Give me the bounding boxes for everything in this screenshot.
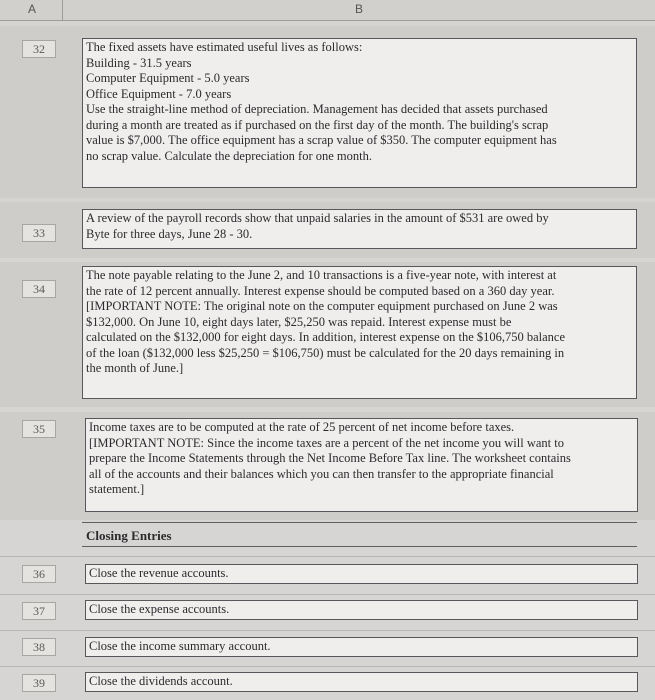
cell-b37[interactable] <box>85 600 638 620</box>
grid-line <box>0 630 655 631</box>
text-line: of the loan ($132,000 less $25,250 = $106,750) must be calculated for the 20 days remaining in <box>86 345 565 360</box>
cell-b35[interactable] <box>85 418 638 512</box>
text-line: the month of June.] <box>86 361 184 375</box>
text-line: Use the straight-line method of depreciation. Management has decided that assets purchased <box>86 102 548 116</box>
text-line: Close the revenue accounts. <box>89 566 229 580</box>
text-line: Income taxes are to be computed at the rate of 25 percent of net income before taxes. <box>89 420 515 434</box>
text-line: Office Equipment - 7.0 years <box>86 86 232 101</box>
text-line: The note payable relating to the June 2, and 10 transactions is a five-year note, with interest at <box>86 268 557 282</box>
row-number[interactable]: 35 <box>22 420 56 438</box>
cell-b39[interactable] <box>85 672 638 692</box>
cell-b32[interactable] <box>82 38 637 188</box>
text-line: [IMPORTANT NOTE: Since the income taxes are a percent of the net income you will want to <box>89 435 564 450</box>
text-line: Computer Equipment - 5.0 years <box>86 71 250 85</box>
text-line: Close the dividends account. <box>89 674 233 688</box>
row-number[interactable]: 37 <box>22 602 56 620</box>
text-line: the rate of 12 percent annually. Interest expense should be computed based on a 360 day year. <box>86 283 555 298</box>
text-line: Building - 31.5 years <box>86 55 192 70</box>
text-line: Close the income summary account. <box>89 639 271 653</box>
heading-divider <box>82 546 637 547</box>
column-a-header[interactable]: A <box>28 2 37 16</box>
grid-line <box>0 556 655 557</box>
column-divider[interactable] <box>62 0 63 20</box>
row-number[interactable]: 33 <box>22 224 56 242</box>
row-number[interactable]: 36 <box>22 565 56 583</box>
text-line: prepare the Income Statements through the Net Income Before Tax line. The worksheet contains <box>89 451 571 465</box>
text-line: during a month are treated as if purchased on the first day of the month. The building's scrap <box>86 117 549 132</box>
text-line: no scrap value. Calculate the depreciation for one month. <box>86 148 373 163</box>
text-line: The fixed assets have estimated useful lives as follows: <box>86 40 363 54</box>
text-line: Byte for three days, June 28 - 30. <box>86 226 253 241</box>
text-line: value is $7,000. The office equipment has a scrap value of $350. The computer equipment has <box>86 133 557 147</box>
text-line: statement.] <box>89 482 145 496</box>
text-line: A review of the payroll records show that unpaid salaries in the amount of $531 are owed by <box>86 211 549 225</box>
row-number[interactable]: 39 <box>22 674 56 692</box>
grid-line <box>0 594 655 595</box>
column-b-header[interactable]: B <box>355 2 364 16</box>
cell-b38[interactable] <box>85 637 638 657</box>
column-header-bar <box>0 0 655 21</box>
row-number[interactable]: 32 <box>22 40 56 58</box>
text-line: [IMPORTANT NOTE: The original note on the computer equipment purchased on June 2 was <box>86 299 558 313</box>
text-line: calculated on the $132,000 for eight days. In addition, interest expense on the $106,750 balance <box>86 330 566 344</box>
row-number[interactable]: 34 <box>22 280 56 298</box>
grid-line <box>0 666 655 667</box>
text-line: all of the accounts and their balances which you can then transfer to the appropriate financial <box>89 466 554 481</box>
cell-b33[interactable] <box>82 209 637 249</box>
text-line: Close the expense accounts. <box>89 602 230 616</box>
cell-b36[interactable] <box>85 564 638 584</box>
cell-b34[interactable] <box>82 266 637 399</box>
heading-divider <box>82 522 637 523</box>
row-number[interactable]: 38 <box>22 638 56 656</box>
closing-entries-heading[interactable]: Closing Entries <box>86 528 172 543</box>
text-line: $132,000. On June 10, eight days later, $25,250 was repaid. Interest expense must be <box>86 314 512 329</box>
